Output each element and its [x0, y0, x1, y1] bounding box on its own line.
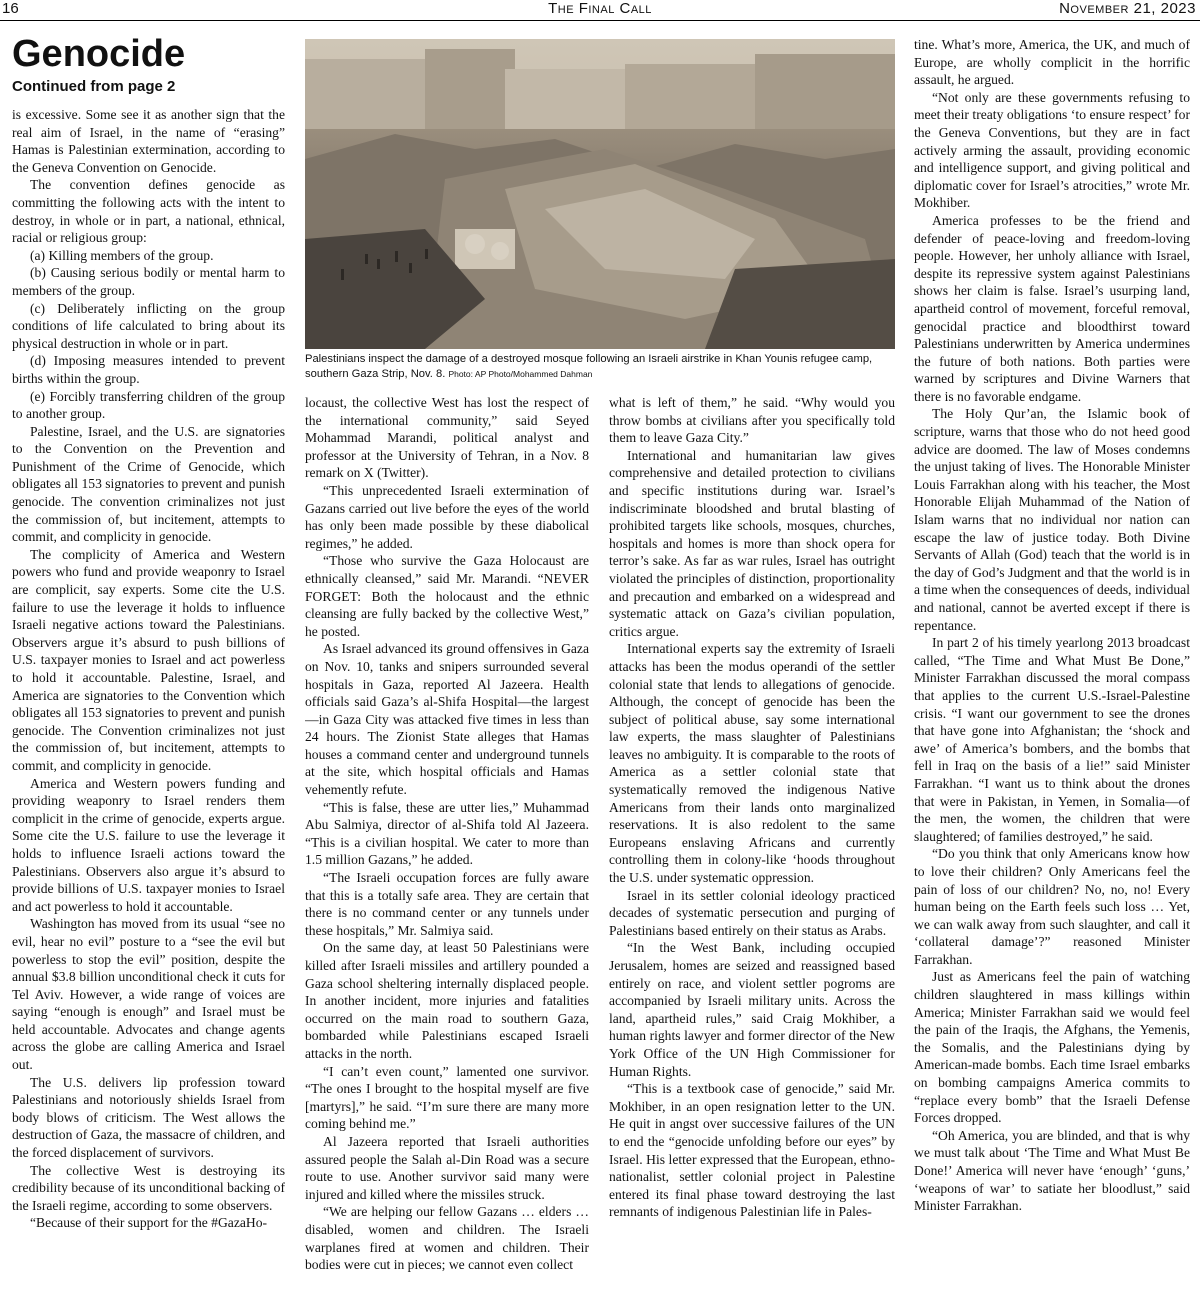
article-paragraph: (e) Forcibly transferring children of the group to another group. [12, 388, 285, 422]
article-paragraph: International and humanitarian law gives comprehensive and detailed protection to civilians and specific institutions during war. Israel’s indiscriminate bloodshed and brutal blasting of prohibited targets like schools, mosques, churches, hospitals and homes is more than shock opera for terror’s sake. As far as war rules, Israel has outright violated the principles of distinction, proportionality and precaution and embarked on a widespread and systematic attack on Gaza’s civilian population, critics argue. [609, 447, 895, 639]
article-paragraph: (b) Causing serious bodily or mental harm to members of the group. [12, 265, 285, 298]
article-paragraph: In part 2 of his timely yearlong 2013 broadcast called, “The Time and What Must Be Done,” Minister Farrakhan discussed the moral compass that applies to the current U.S.-Israel-Palestine crisis. “I want our government to see the drones that have gone into Afghanistan; the ‘shock and awe’ of America’s bombers, and the bombs that fell in Iraq on the basis of a lie!” said Minister Farrakhan. “I want us to think about the drones that were in Pakistan, in Yemen, in Somalia—of the men, the women, the children that were slaughtered; of families destroyed,” he said. [914, 635, 1190, 844]
article-paragraph: The Holy Qur’an, the Islamic book of scripture, warns that those who do not heed good advice are doomed. The law of Moses condemns the unjust taking of lives. The Honorable Minister Louis Farrakhan along with his teacher, the Most Honorable Elijah Muhammad of the Nation of Islam warns that no individual nor nation can escape the law of justice today. Both Divine Servants of Allah (God) teach that the world is in the day of God’s Judgment and that the world is in a time when the consequences of deeds, individual and national, cannot be averted except if there is repentance. [914, 406, 1190, 633]
article-paragraph: (c) Deliberately inflicting on the group conditions of life calculated to bring about its physical destruction in whole or in part. [12, 300, 285, 351]
article-paragraph: “In the West Bank, including occupied Jerusalem, homes are seized and reassigned based entirely on race, and violent settler pogroms are accompanied by Israeli military units. Across the land, apartheid rules,” said Craig Mokhiber, a human rights lawyer and former director of the New York Office of the UN High Commissioner for Human Rights. [609, 940, 895, 1079]
article-paragraph: “Not only are these governments refusing to meet their treaty obligations ‘to ensure respect’ for the Geneva Conventions, but they are in fact actively arming the assault, providing economic and intelligence support, and giving political and diplomatic cover for Israel’s atrocities,” wrote Mr. Mokhiber. [914, 89, 1190, 211]
article-paragraph: International experts say the extremity of Israeli attacks has been the modus operandi of the settler colonial state that lends to allegations of genocide. Although, the concept of genocide has been the subject of political abuse, say some international law experts, the mass slaughter of Palestinians leaves no ambiguity. It is comparable to the roots of America as a settler colonial state that systematically removed the indigenous Native Americans from their lands onto marginalized reservations. It is also redolent to the same Europeans enslaving Africans and currently controlling them in colony-like ‘hoods throughout the U.S. under systematic oppression. [609, 641, 895, 886]
photo-caption [305, 352, 895, 382]
photo-credit: Photo: AP Photo/Mohammed Dahman [448, 369, 593, 379]
article-paragraph: “This is false, these are utter lies,” Muhammad Abu Salmiya, director of al-Shifa told Al Jazeera. “This is a civilian hospital. We cater to more than 1.5 million Gazans,” he added. [305, 799, 589, 868]
destroyed-mosque-photo [305, 39, 895, 349]
article-paragraph: “Those who survive the Gaza Holocaust are ethnically cleansed,” said Mr. Marandi. “NEVER FORGET: Both the holocaust and the ethnic cleansing are fully backed by the collective West,” he posted. [305, 553, 589, 639]
article-paragraph: tine. What’s more, America, the UK, and much of Europe, are wholly complicit in the horrific assault, he argued. [914, 37, 1190, 88]
page-number: 16 [2, 0, 19, 17]
column-1 [12, 106, 285, 1296]
article-paragraph: The convention defines genocide as committing the following acts with the intent to destroy, in whole or in part, a national, ethnical, racial or religious group: [12, 177, 285, 246]
news-photo [305, 39, 895, 349]
article-paragraph: “Because of their support for the #GazaHo- [30, 1215, 268, 1231]
caption-text: Palestinians inspect the damage of a destroyed mosque following an Israeli airstrike in Khan Younis refugee camp, southern Gaza Strip, Nov. 8. [305, 353, 873, 380]
article-paragraph: On the same day, at least 50 Palestinians were killed after Israeli missiles and artillery pounded a Gaza school sheltering internally displaced people. In another incident, more injuries and fatalities occurred on the main road to southern Gaza, bombarded while Palestinians escaped Israeli attacks in the north. [305, 940, 589, 1061]
article-paragraph: “This is a textbook case of genocide,” said Mr. Mokhiber, in an open resignation letter to the UN. He quit in angst over successive failures of the UN to end the “genocide unfolding before our eyes” by Israel. His letter expressed that the European, ethno-nationalist, settler colonial project in Palestine entered its final phase toward destroying the last remnants of indigenous Palestinian life in Pales- [609, 1081, 895, 1220]
article-paragraph: America professes to be the friend and defender of peace-loving and freedom-loving people. However, her unholy alliance with Israel, despite its repressive system against Palestinians shows her claim is false. Israel’s usurping land, apartheid control of movement, forceful removal, genocidal practice and bloodthirst toward Palestinians underwritten by America undermines the future of both nations. Both parties were warned by scriptures and Divine Warners that there is no favorable endgame. [914, 212, 1190, 404]
article-paragraph: “We are helping our fellow Gazans … elders … disabled, women and children. The Israeli warplanes fired at women and children. Their bodies were cut in pieces; we cannot even collect [305, 1204, 589, 1273]
article-paragraph: The complicity of America and Western powers who fund and provide weaponry to Israel are complicit, say experts. Some cite the U.S. failure to use the leverage it holds to influence Israeli negative actions toward the Palestinians. Observers argue it’s absurd to push billions of U.S. taxpayer monies to Israel and act powerless to hold it accountable. Palestine, Israel, and America are signatories to the Convention which obligates all 153 signatories to prevent and punish genocide. The Convention criminalizes not just the commission of, but incitement, attempts to commit, and complicity in genocide. [12, 546, 285, 773]
issue-date: November 21, 2023 [1059, 0, 1196, 17]
article-paragraph: is excessive. Some see it as another sign that the real aim of Israel, in the name of “erasing” Hamas is Palestinian extermination, according to the Geneva Convention on Genocide. [12, 107, 285, 175]
article-paragraph: The collective West is destroying its credibility because of its unconditional backing of the Israeli regime, according to some observers. [12, 1162, 285, 1213]
column-3 [609, 394, 895, 1296]
article-paragraph: The U.S. delivers lip profession toward Palestinians and notoriously shields Israel from body blows of criticism. The West allows the destruction of Gaza, the massacre of children, and the forced displacement of survivors. [12, 1074, 285, 1161]
article-paragraph: locaust, the collective West has lost the respect of the international community,” said Seyed Mohammad Marandi, political analyst and professor at the University of Tehran, in a Nov. 8 remark on X (Twitter). [305, 395, 589, 481]
headline: Genocide [12, 33, 186, 75]
article-paragraph: “I can’t even count,” lamented one survivor. “The ones I brought to the hospital myself are five [martyrs],” he said. “I’m sure there are many more coming behind me.” [305, 1063, 589, 1132]
article-paragraph: America and Western powers funding and providing weaponry to Israel renders them complicit in the crime of genocide, experts argue. Some cite the U.S. failure to use the leverage it holds to influence Israeli actions toward the Palestinians. Observers also argue it’s absurd to provide billions of U.S. taxpayer monies to Israel and act powerless to hold it accountable. [12, 775, 285, 914]
article-paragraph: “Oh America, you are blinded, and that is why we must talk about ‘The Time and What Must Be Done!’ America will never have ‘enough’ ‘guns,’ ‘weapons of war’ to satiate her bloodlust,” said Minister Farrakhan. [914, 1127, 1190, 1214]
publication-name: The Final Call [548, 0, 652, 17]
article-paragraph: “The Israeli occupation forces are fully aware that this is a totally safe area. They are certain that there is no command center or any tunnels under these hospitals,” Mr. Salmiya said. [305, 870, 589, 938]
article-paragraph: As Israel advanced its ground offensives in Gaza on Nov. 10, tanks and snipers surrounded several hospitals in Gaza, reported Al Jazeera. Health officials said Gaza’s al-Shifa Hospital—the largest—in Gaza City was attacked five times in less than 24 hours. The Zionist State alleges that Hamas houses a command center and underground tunnels at the site, which hospital officials and Hamas vehemently refute. [305, 641, 589, 798]
column-4 [914, 36, 1190, 1296]
article-paragraph: Just as Americans feel the pain of watching children slaughtered in mass killings within America; Minister Farrakhan said we would feel the pain of the Iraqis, the Afghans, the Yemenis, the Somalis, and the Palestinians dying by American-made bombs. Each time Israel embarks on bombing campaigns America commits to “replace every bomb” that the Israeli Defense Forces dropped. [914, 969, 1190, 1126]
article-paragraph: Israel in its settler colonial ideology practiced decades of systematic persecution and purging of Palestinians based entirely on their status as Arabs. [609, 887, 895, 938]
article-paragraph: “This unprecedented Israeli extermination of Gazans carried out live before the eyes of the world has only been made possible by these diabolical regimes,” he added. [305, 482, 589, 551]
page-header [0, 0, 1200, 21]
article-paragraph: “Do you think that only Americans know how to love their children? Only Americans feel the pain of loss of our children? No, no, no! Every human being on the Earth feels such loss … Yet, we can walk away from such slaughter, and call it ‘collateral damage’?” reasoned Minister Farrakhan. [914, 846, 1190, 967]
article-paragraph: Washington has moved from its usual “see no evil, hear no evil” posture to a “see the evil but powerless to stop the evil” position, despite the annual $3.8 billion unconditional check it cuts for Tel Aviv. However, a wide range of voices are saying “enough is enough” and Israel must be held accountable. Advocates and change agents across the globe are calling America and Israel out. [12, 916, 285, 1073]
article-paragraph: (d) Imposing measures intended to prevent births within the group. [12, 353, 285, 386]
article-paragraph: Al Jazeera reported that Israeli authorities assured people the Salah al-Din Road was a secure route to use. Another survivor said many were injured and killed where the missiles struck. [305, 1133, 589, 1202]
article-paragraph: (a) Killing members of the group. [30, 247, 214, 263]
article-paragraph: Palestine, Israel, and the U.S. are signatories to the Convention on the Prevention and Punishment of the Crime of Genocide, which obligates all 153 signatories to prevent and punish genocide. The convention criminalizes not just the commission of, but incitement, attempts to commit, and complicity in genocide. [12, 423, 285, 545]
article-paragraph: what is left of them,” he said. “Why would you throw bombs at civilians after you specifically told them to leave Gaza City.” [609, 395, 895, 446]
column-2 [305, 394, 589, 1296]
continued-from: Continued from page 2 [12, 78, 176, 95]
